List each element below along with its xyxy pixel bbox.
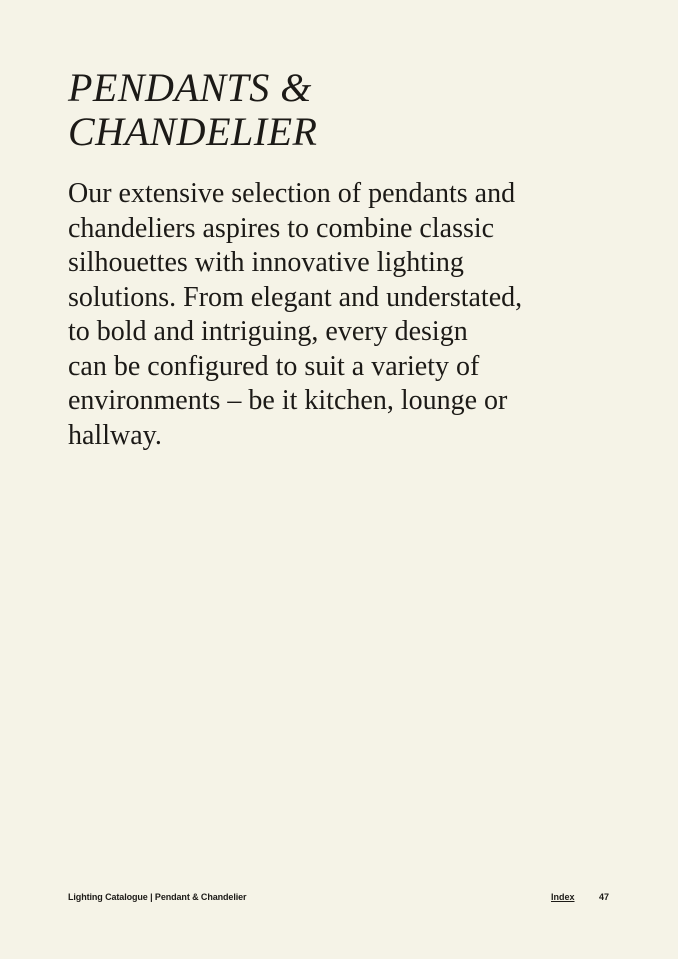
title-line: CHANDELIER <box>68 109 318 154</box>
page-number: 47 <box>599 892 610 902</box>
title-line: PENDANTS & <box>68 65 312 110</box>
index-link[interactable]: Index <box>551 892 575 902</box>
intro-paragraph <box>68 177 522 453</box>
paragraph-line: solutions. From elegant and understated, <box>68 281 523 313</box>
paragraph-line: silhouettes with innovative lighting <box>68 247 464 278</box>
paragraph-line: chandeliers aspires to combine classic <box>68 212 495 244</box>
paragraph-line: environments – be it kitchen, lounge or <box>68 385 508 416</box>
page-title <box>68 66 317 154</box>
paragraph-line: to bold and intriguing, every design <box>68 316 468 347</box>
paragraph-line: can be configured to suit a variety of <box>68 350 480 382</box>
paragraph-line: Our extensive selection of pendants and <box>68 178 516 209</box>
paragraph-line: hallway. <box>68 419 162 451</box>
footer-breadcrumb: Lighting Catalogue | Pendant & Chandelier <box>68 892 247 902</box>
